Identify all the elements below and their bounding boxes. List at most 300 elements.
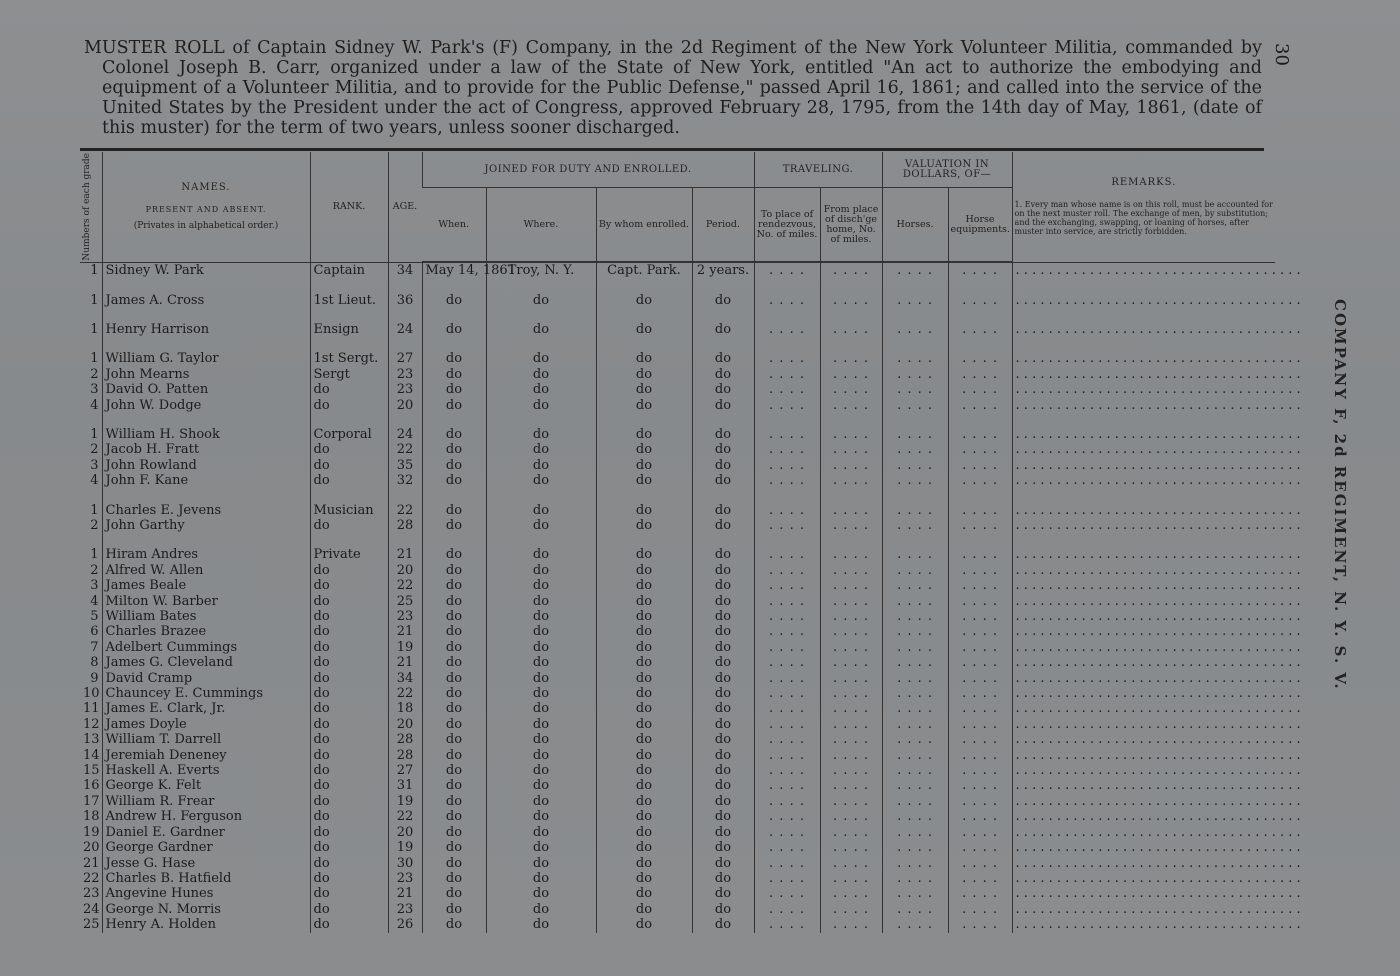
enrolled-where: do [486, 902, 596, 917]
soldier-rank: do [310, 671, 388, 686]
row-number: 2 [90, 366, 99, 382]
blank-entry: . . . . [820, 563, 882, 578]
blank-entry: . . . . [820, 609, 882, 624]
blank-entry: . . . . [948, 717, 1012, 732]
blank-entry: . . . . [948, 367, 1012, 382]
soldier-age: 28 [388, 732, 422, 747]
soldier-name: William H. Shook [102, 427, 310, 442]
blank-entry: . . . . [754, 917, 820, 932]
enrolled-period: do [692, 856, 754, 871]
enrolled-period: do [692, 686, 754, 701]
row-number: 4 [90, 593, 99, 609]
blank-entry: . . . . [820, 871, 882, 886]
blank-entry: . . . . [820, 624, 882, 639]
blank-entry: . . . . [820, 686, 882, 701]
soldier-rank: do [310, 917, 388, 932]
table-row [80, 624, 1275, 639]
blank-entry: . . . . [882, 778, 948, 793]
blank-entry: . . . . [820, 902, 882, 917]
blank-entry: . . . . [754, 427, 820, 442]
soldier-age: 20 [388, 563, 422, 578]
enrolled-period: do [692, 351, 754, 366]
enrolled-by: do [596, 293, 692, 308]
enrolled-when: do [422, 717, 486, 732]
enrolled-when: do [422, 763, 486, 778]
blank-entry: . . . . [882, 351, 948, 366]
blank-entry: . . . . [754, 547, 820, 562]
enrolled-period: do [692, 917, 754, 932]
soldier-name: Adelbert Cummings [102, 640, 310, 655]
soldier-name: George N. Morris [102, 902, 310, 917]
blank-entry: . . . . [820, 473, 882, 488]
table-row [80, 262, 1275, 278]
soldier-name: George Gardner [102, 840, 310, 855]
remarks-cell: . . . . . . . . . . . . . . . . . . . . . . . . . . . . . . . . . . . [1012, 886, 1275, 901]
blank-entry: . . . . [948, 609, 1012, 624]
blank-entry: . . . . [820, 701, 882, 716]
soldier-name: Henry Harrison [102, 322, 310, 337]
enrolled-by: do [596, 871, 692, 886]
enrolled-where: do [486, 367, 596, 382]
enrolled-by: do [596, 840, 692, 855]
blank-entry: . . . . [754, 871, 820, 886]
enrolled-by: do [596, 382, 692, 397]
enrolled-period: do [692, 671, 754, 686]
enrolled-period: do [692, 594, 754, 609]
row-spacer [80, 279, 1275, 293]
enrolled-by: do [596, 624, 692, 639]
soldier-rank: do [310, 382, 388, 397]
remarks-cell: . . . . . . . . . . . . . . . . . . . . . . . . . . . . . . . . . . . [1012, 473, 1275, 488]
table-row [80, 427, 1275, 442]
row-number: 13 [83, 732, 100, 748]
blank-entry: . . . . [754, 902, 820, 917]
enrolled-by: do [596, 609, 692, 624]
soldier-age: 19 [388, 794, 422, 809]
soldier-rank: do [310, 578, 388, 593]
soldier-age: 20 [388, 398, 422, 413]
table-row [80, 563, 1275, 578]
table-row [80, 594, 1275, 609]
blank-entry: . . . . [948, 322, 1012, 337]
row-number: 24 [83, 901, 100, 917]
enrolled-where: do [486, 518, 596, 533]
blank-entry: . . . . [882, 427, 948, 442]
blank-entry: . . . . [820, 732, 882, 747]
soldier-age: 24 [388, 427, 422, 442]
enrolled-where: do [486, 778, 596, 793]
soldier-rank: do [310, 886, 388, 901]
blank-entry: . . . . [948, 871, 1012, 886]
soldier-rank: do [310, 518, 388, 533]
enrolled-period: do [692, 547, 754, 562]
enrolled-where: do [486, 594, 596, 609]
blank-entry: . . . . [882, 503, 948, 518]
enrolled-period: do [692, 825, 754, 840]
soldier-name: James Doyle [102, 717, 310, 732]
row-number: 22 [83, 870, 100, 886]
remarks-cell: . . . . . . . . . . . . . . . . . . . . . . . . . . . . . . . . . . . [1012, 367, 1275, 382]
enrolled-where: do [486, 871, 596, 886]
blank-entry: . . . . [820, 398, 882, 413]
heading-rule [80, 148, 1264, 151]
enrolled-where: do [486, 442, 596, 457]
soldier-rank: do [310, 655, 388, 670]
valuation-header: VALUATION IN DOLLARS, OF— [882, 152, 1012, 188]
blank-entry: . . . . [948, 442, 1012, 457]
row-number: 11 [83, 701, 100, 717]
enrolled-when: do [422, 594, 486, 609]
remarks-cell: . . . . . . . . . . . . . . . . . . . . . . . . . . . . . . . . . . . [1012, 640, 1275, 655]
blank-entry: . . . . [820, 578, 882, 593]
soldier-name: Andrew H. Ferguson [102, 809, 310, 824]
remarks-cell: . . . . . . . . . . . . . . . . . . . . . . . . . . . . . . . . . . . [1012, 262, 1275, 278]
enrolled-where: do [486, 427, 596, 442]
row-number: 2 [90, 442, 99, 458]
enrolled-when: do [422, 609, 486, 624]
soldier-name: John F. Kane [102, 473, 310, 488]
row-number: 1 [90, 292, 99, 308]
enrolled-period: do [692, 382, 754, 397]
remarks-cell: . . . . . . . . . . . . . . . . . . . . . . . . . . . . . . . . . . . [1012, 686, 1275, 701]
enrolled-where: do [486, 717, 596, 732]
soldier-rank: Ensign [310, 322, 388, 337]
row-number: 3 [90, 578, 99, 594]
blank-entry: . . . . [820, 655, 882, 670]
blank-entry: . . . . [948, 262, 1012, 278]
enrolled-when: May 14, 1861 [422, 262, 486, 278]
remarks-cell: . . . . . . . . . . . . . . . . . . . . . . . . . . . . . . . . . . . [1012, 427, 1275, 442]
enrolled-by: do [596, 322, 692, 337]
enrolled-when: do [422, 503, 486, 518]
blank-entry: . . . . [820, 886, 882, 901]
remarks-cell: . . . . . . . . . . . . . . . . . . . . . . . . . . . . . . . . . . . [1012, 917, 1275, 932]
soldier-age: 20 [388, 825, 422, 840]
row-number: 17 [83, 793, 100, 809]
soldier-age: 22 [388, 809, 422, 824]
enrolled-where: do [486, 547, 596, 562]
enrolled-when: do [422, 578, 486, 593]
blank-entry: . . . . [948, 655, 1012, 670]
blank-entry: . . . . [882, 624, 948, 639]
blank-entry: . . . . [754, 293, 820, 308]
enrolled-when: do [422, 856, 486, 871]
enrolled-when: do [422, 902, 486, 917]
enrolled-period: do [692, 609, 754, 624]
from-place-header: From place of disch'ge home, No. of miles. [820, 188, 882, 262]
soldier-rank: do [310, 473, 388, 488]
blank-entry: . . . . [882, 794, 948, 809]
blank-entry: . . . . [820, 547, 882, 562]
blank-entry: . . . . [820, 856, 882, 871]
row-number: 18 [83, 809, 100, 825]
enrolled-period: do [692, 458, 754, 473]
soldier-age: 21 [388, 886, 422, 901]
remarks-cell: . . . . . . . . . . . . . . . . . . . . . . . . . . . . . . . . . . . [1012, 778, 1275, 793]
blank-entry: . . . . [754, 398, 820, 413]
blank-entry: . . . . [948, 398, 1012, 413]
table-row [80, 717, 1275, 732]
enrolled-period: do [692, 563, 754, 578]
soldier-name: Jesse G. Hase [102, 856, 310, 871]
blank-entry: . . . . [948, 503, 1012, 518]
enrolled-by: do [596, 398, 692, 413]
enrolled-by: do [596, 825, 692, 840]
remarks-cell: . . . . . . . . . . . . . . . . . . . . . . . . . . . . . . . . . . . [1012, 398, 1275, 413]
enrolled-period: do [692, 748, 754, 763]
soldier-rank: do [310, 442, 388, 457]
blank-entry: . . . . [754, 262, 820, 278]
enrolled-period: do [692, 809, 754, 824]
muster-roll-table [80, 152, 1301, 933]
enrolled-when: do [422, 293, 486, 308]
soldier-age: 21 [388, 547, 422, 562]
blank-entry: . . . . [948, 778, 1012, 793]
soldier-rank: do [310, 609, 388, 624]
soldier-name: George K. Felt [102, 778, 310, 793]
enrolled-period: do [692, 322, 754, 337]
blank-entry: . . . . [882, 825, 948, 840]
enrolled-by: do [596, 671, 692, 686]
table-row [80, 609, 1275, 624]
soldier-name: John W. Dodge [102, 398, 310, 413]
table-row [80, 871, 1275, 886]
table-row [80, 902, 1275, 917]
soldier-rank: 1st Lieut. [310, 293, 388, 308]
blank-entry: . . . . [882, 840, 948, 855]
soldier-age: 22 [388, 686, 422, 701]
enrolled-period: do [692, 778, 754, 793]
blank-entry: . . . . [820, 809, 882, 824]
blank-entry: . . . . [754, 748, 820, 763]
soldier-rank: do [310, 686, 388, 701]
soldier-name: William T. Darrell [102, 732, 310, 747]
soldier-name: James A. Cross [102, 293, 310, 308]
enrolled-where: do [486, 655, 596, 670]
table-row [80, 518, 1275, 533]
soldier-age: 28 [388, 518, 422, 533]
soldier-name: Charles E. Jevens [102, 503, 310, 518]
soldier-rank: do [310, 732, 388, 747]
enrolled-when: do [422, 398, 486, 413]
soldier-rank: do [310, 398, 388, 413]
blank-entry: . . . . [820, 594, 882, 609]
enrolled-where: do [486, 686, 596, 701]
remarks-cell: . . . . . . . . . . . . . . . . . . . . . . . . . . . . . . . . . . . [1012, 809, 1275, 824]
enrolled-when: do [422, 458, 486, 473]
soldier-rank: do [310, 640, 388, 655]
where-header: Where. [486, 188, 596, 262]
soldier-name: Daniel E. Gardner [102, 825, 310, 840]
remarks-cell: . . . . . . . . . . . . . . . . . . . . . . . . . . . . . . . . . . . [1012, 351, 1275, 366]
soldier-name: Angevine Hunes [102, 886, 310, 901]
blank-entry: . . . . [820, 503, 882, 518]
blank-entry: . . . . [754, 701, 820, 716]
remarks-header: REMARKS. 1. Every man whose name is on this roll, must be accounted for on the next muster roll. The exchange of men, by substitution; and the exchanging, swapping, or loaning of horses, after muster into service, are strictly forbidden. [1012, 152, 1275, 262]
blank-entry: . . . . [820, 518, 882, 533]
blank-entry: . . . . [820, 293, 882, 308]
soldier-name: Hiram Andres [102, 547, 310, 562]
blank-entry: . . . . [948, 794, 1012, 809]
blank-entry: . . . . [820, 825, 882, 840]
row-number: 4 [90, 397, 99, 413]
enrolled-by: do [596, 886, 692, 901]
enrolled-by: do [596, 809, 692, 824]
blank-entry: . . . . [882, 902, 948, 917]
blank-entry: . . . . [820, 262, 882, 278]
blank-entry: . . . . [882, 732, 948, 747]
soldier-name: Charles B. Hatfield [102, 871, 310, 886]
blank-entry: . . . . [948, 671, 1012, 686]
blank-entry: . . . . [948, 763, 1012, 778]
enrolled-by: do [596, 442, 692, 457]
soldier-age: 35 [388, 458, 422, 473]
soldier-rank: do [310, 794, 388, 809]
enrolled-when: do [422, 686, 486, 701]
blank-entry: . . . . [948, 382, 1012, 397]
soldier-age: 26 [388, 917, 422, 932]
enrolled-period: do [692, 763, 754, 778]
soldier-age: 32 [388, 473, 422, 488]
enrolled-period: do [692, 902, 754, 917]
remarks-cell: . . . . . . . . . . . . . . . . . . . . . . . . . . . . . . . . . . . [1012, 825, 1275, 840]
enrolled-when: do [422, 547, 486, 562]
row-number: 5 [90, 609, 99, 624]
heading-text: MUSTER ROLL of Captain Sidney W. Park's (F) Company, in the 2d Regiment of the New York Volunteer Militia, commanded by Colonel Joseph B. Carr, organized under a law of the State of New York, entitled "An act to authorize the embodying and equipment of a Volunteer Militia, and to provide for the Public Defense," passed April 16, 1861; and called into the service of the United States by the President under the act of Congress, approved February 28, 1795, from the 14th day of May, 1861, (date of this muster) for the term of two years, unless sooner discharged. [84, 38, 1262, 138]
names-header: NAMES. PRESENT AND ABSENT. (Privates in alphabetical order.) [102, 152, 310, 262]
soldier-age: 21 [388, 655, 422, 670]
blank-entry: . . . . [754, 594, 820, 609]
blank-entry: . . . . [882, 856, 948, 871]
soldier-rank: do [310, 701, 388, 716]
blank-entry: . . . . [948, 427, 1012, 442]
enrolled-by: do [596, 794, 692, 809]
row-number: 25 [83, 917, 100, 933]
blank-entry: . . . . [754, 473, 820, 488]
blank-entry: . . . . [882, 655, 948, 670]
row-number: 23 [83, 886, 100, 902]
blank-entry: . . . . [882, 398, 948, 413]
row-number: 19 [83, 824, 100, 840]
soldier-age: 19 [388, 840, 422, 855]
enrolled-where: do [486, 732, 596, 747]
enrolled-by: do [596, 518, 692, 533]
soldier-age: 23 [388, 609, 422, 624]
enrolled-by: do [596, 578, 692, 593]
roll-body [80, 262, 1301, 933]
remarks-cell: . . . . . . . . . . . . . . . . . . . . . . . . . . . . . . . . . . . [1012, 732, 1275, 747]
table-row [80, 794, 1275, 809]
blank-entry: . . . . [882, 458, 948, 473]
row-number: 1 [90, 262, 99, 278]
table-row [80, 732, 1275, 747]
soldier-age: 28 [388, 748, 422, 763]
blank-entry: . . . . [948, 624, 1012, 639]
soldier-rank: do [310, 748, 388, 763]
enrolled-when: do [422, 655, 486, 670]
row-spacer [80, 337, 1275, 351]
soldier-rank: Captain [310, 262, 388, 278]
enrolled-when: do [422, 886, 486, 901]
enrolled-period: do [692, 640, 754, 655]
blank-entry: . . . . [754, 624, 820, 639]
enrolled-period: do [692, 732, 754, 747]
blank-entry: . . . . [754, 763, 820, 778]
remarks-cell: . . . . . . . . . . . . . . . . . . . . . . . . . . . . . . . . . . . [1012, 322, 1275, 337]
blank-entry: . . . . [882, 578, 948, 593]
blank-entry: . . . . [948, 547, 1012, 562]
age-header: AGE. [388, 152, 422, 262]
enrolled-by: do [596, 458, 692, 473]
enrolled-period: do [692, 473, 754, 488]
enrolled-by: do [596, 732, 692, 747]
blank-entry: . . . . [820, 763, 882, 778]
enrolled-where: do [486, 624, 596, 639]
period-header: Period. [692, 188, 754, 262]
remarks-cell: . . . . . . . . . . . . . . . . . . . . . . . . . . . . . . . . . . . [1012, 624, 1275, 639]
soldier-name: Chauncey E. Cummings [102, 686, 310, 701]
soldier-age: 27 [388, 351, 422, 366]
blank-entry: . . . . [754, 640, 820, 655]
blank-entry: . . . . [948, 917, 1012, 932]
enrolled-where: Troy, N. Y. [486, 262, 596, 278]
horses-header: Horses. [882, 188, 948, 262]
blank-entry: . . . . [754, 856, 820, 871]
blank-entry: . . . . [948, 578, 1012, 593]
row-number: 7 [90, 639, 99, 655]
soldier-age: 22 [388, 442, 422, 457]
enrolled-period: do [692, 503, 754, 518]
enrolled-by: do [596, 717, 692, 732]
blank-entry: . . . . [882, 763, 948, 778]
soldier-age: 23 [388, 871, 422, 886]
table-row [80, 322, 1275, 337]
row-spacer [80, 308, 1275, 322]
table-row [80, 547, 1275, 562]
joined-header: JOINED FOR DUTY AND ENROLLED. [422, 152, 754, 188]
soldier-rank: do [310, 763, 388, 778]
when-header: When. [422, 188, 486, 262]
row-number: 16 [83, 778, 100, 794]
blank-entry: . . . . [882, 322, 948, 337]
soldier-rank: do [310, 809, 388, 824]
soldier-rank: do [310, 871, 388, 886]
soldier-rank: do [310, 458, 388, 473]
blank-entry: . . . . [882, 871, 948, 886]
soldier-age: 18 [388, 701, 422, 716]
enrolled-when: do [422, 840, 486, 855]
blank-entry: . . . . [754, 503, 820, 518]
enrolled-by: do [596, 547, 692, 562]
enrolled-when: do [422, 732, 486, 747]
enrolled-by: do [596, 367, 692, 382]
row-number: 6 [90, 624, 99, 640]
remarks-cell: . . . . . . . . . . . . . . . . . . . . . . . . . . . . . . . . . . . [1012, 701, 1275, 716]
blank-entry: . . . . [754, 367, 820, 382]
blank-entry: . . . . [882, 547, 948, 562]
enrolled-when: do [422, 671, 486, 686]
enrolled-when: do [422, 624, 486, 639]
blank-entry: . . . . [882, 701, 948, 716]
soldier-name: Jacob H. Fratt [102, 442, 310, 457]
soldier-rank: do [310, 902, 388, 917]
enrolled-when: do [422, 322, 486, 337]
blank-entry: . . . . [754, 686, 820, 701]
remarks-cell: . . . . . . . . . . . . . . . . . . . . . . . . . . . . . . . . . . . [1012, 856, 1275, 871]
blank-entry: . . . . [820, 840, 882, 855]
remarks-cell: . . . . . . . . . . . . . . . . . . . . . . . . . . . . . . . . . . . [1012, 578, 1275, 593]
soldier-age: 27 [388, 763, 422, 778]
